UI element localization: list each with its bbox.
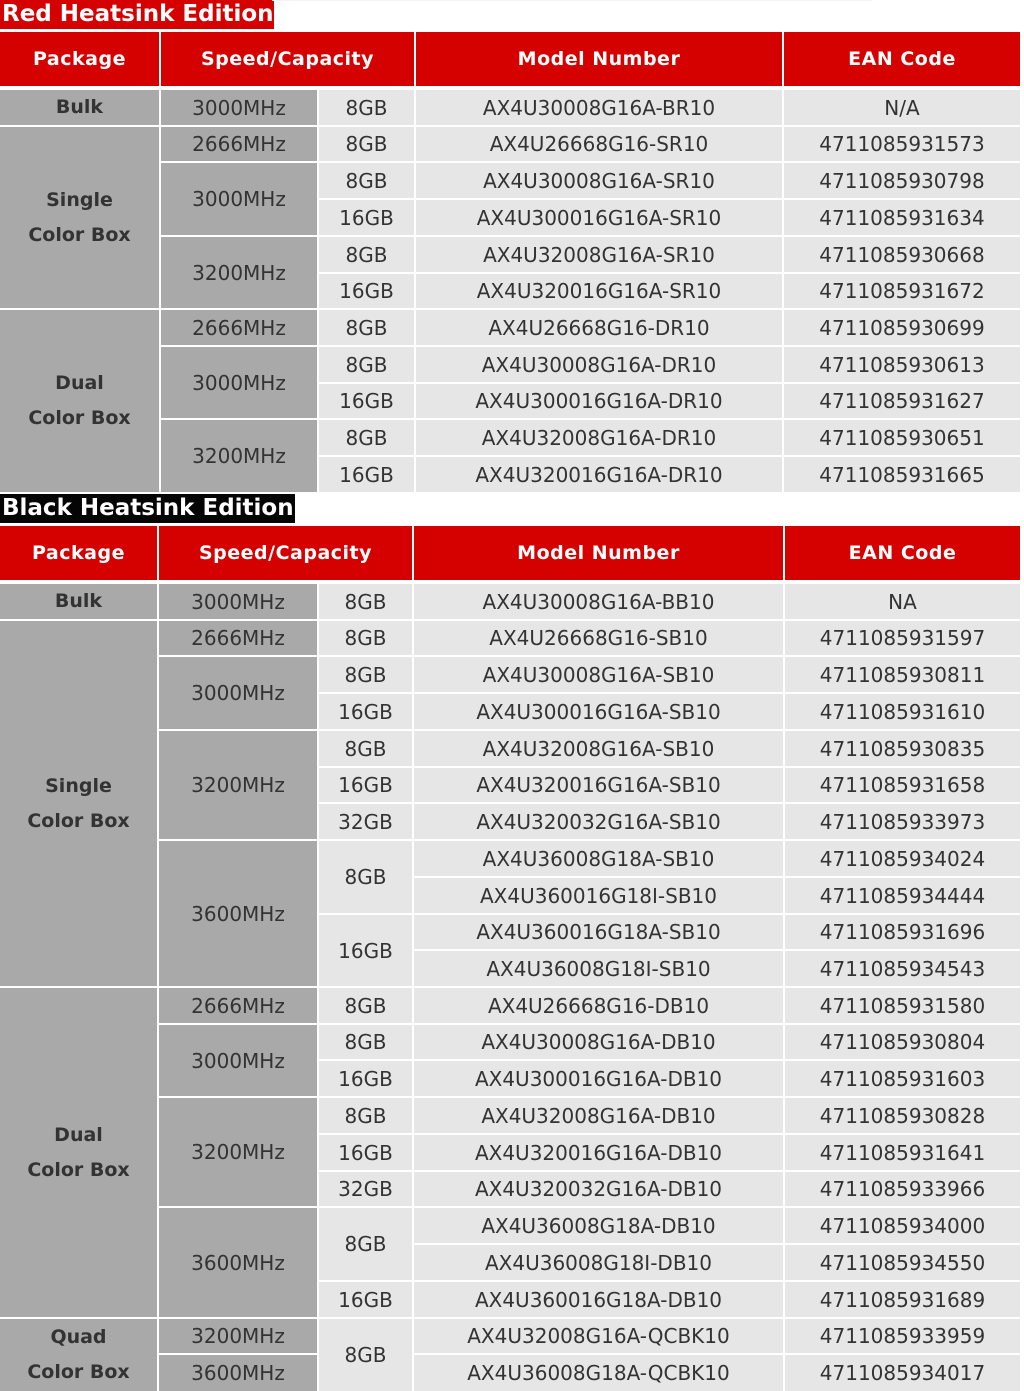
- capacity-cell: 8GB: [319, 584, 412, 619]
- ean-code-cell: 4711085930798: [784, 163, 1020, 198]
- capacity-cell: 16GB: [319, 1135, 412, 1170]
- model-number-cell: AX4U300016G16A-SB10: [414, 694, 783, 729]
- capacity-cell: 8GB: [319, 841, 412, 913]
- header-model-number: Model Number: [414, 526, 783, 580]
- capacity-cell: 16GB: [319, 915, 412, 986]
- model-number-cell: AX4U30008G16A-SR10: [416, 163, 782, 198]
- model-number-cell: AX4U320016G16A-SR10: [416, 274, 782, 308]
- speed-cell: 2666MHz: [159, 988, 317, 1023]
- speed-cell: 2666MHz: [161, 127, 317, 161]
- package-label-line2: Color Box: [28, 407, 131, 429]
- capacity-cell: 8GB: [319, 988, 412, 1023]
- package-label-line1: Single: [45, 774, 112, 797]
- ean-code-cell: 4711085931696: [785, 915, 1020, 949]
- model-number-cell: AX4U32008G16A-DB10: [414, 1098, 783, 1133]
- ean-code-cell: 4711085930668: [784, 237, 1020, 272]
- capacity-cell: 16GB: [319, 768, 412, 802]
- speed-cell: 3200MHz: [161, 237, 317, 308]
- ean-code-cell: 4711085931603: [785, 1061, 1020, 1096]
- model-number-cell: AX4U36008G18A-DB10: [414, 1208, 783, 1243]
- ean-code-cell: 4711085931658: [785, 768, 1020, 802]
- package-cell: [0, 621, 157, 986]
- capacity-cell: 8GB: [319, 731, 412, 766]
- black-heatsink-title: Black Heatsink Edition: [2, 495, 294, 521]
- model-number-cell: AX4U30008G16A-DB10: [414, 1025, 783, 1059]
- package-cell: [0, 1319, 157, 1391]
- package-label-line2: Color Box: [27, 1158, 130, 1181]
- model-number-cell: AX4U320016G16A-DR10: [416, 457, 782, 492]
- header-speed-capacity: Speed/Capacity: [161, 32, 414, 86]
- model-number-cell: AX4U36008G18I-SB10: [414, 951, 783, 986]
- model-number-cell: AX4U32008G16A-SB10: [414, 731, 783, 766]
- capacity-cell: 32GB: [319, 804, 412, 839]
- ean-code-cell: 4711085930804: [785, 1025, 1020, 1059]
- ean-code-cell: 4711085931641: [785, 1135, 1020, 1170]
- ean-code-cell: 4711085931610: [785, 694, 1020, 729]
- ean-code-cell: 4711085930835: [785, 731, 1020, 766]
- model-number-cell: AX4U300016G16A-DB10: [414, 1061, 783, 1096]
- ean-code-cell: 4711085930828: [785, 1098, 1020, 1133]
- ean-code-cell: 4711085934000: [785, 1208, 1020, 1243]
- capacity-cell: 8GB: [319, 1098, 412, 1133]
- capacity-cell: 16GB: [319, 200, 414, 235]
- model-number-cell: AX4U26668G16-DR10: [416, 310, 782, 345]
- header-speed-capacity: Speed/Capacity: [159, 526, 412, 580]
- speed-cell: 3200MHz: [159, 731, 317, 839]
- ean-code-cell: NA: [785, 584, 1020, 619]
- model-number-cell: AX4U360016G18A-SB10: [414, 915, 783, 949]
- model-number-cell: AX4U320016G16A-SB10: [414, 768, 783, 802]
- speed-cell: 3600MHz: [159, 1355, 317, 1391]
- ean-code-cell: 4711085931665: [784, 457, 1020, 492]
- ean-code-cell: 4711085930613: [784, 347, 1020, 382]
- package-cell: [0, 584, 157, 619]
- package-label-line1: Dual: [55, 372, 104, 394]
- ean-code-cell: 4711085931627: [784, 384, 1020, 418]
- ean-code-cell: 4711085934550: [785, 1245, 1020, 1280]
- capacity-cell: 8GB: [319, 657, 412, 692]
- speed-cell: 3000MHz: [159, 584, 317, 619]
- capacity-cell: 16GB: [319, 1282, 412, 1317]
- speed-cell: 3000MHz: [161, 163, 317, 235]
- ean-code-cell: 4711085930699: [784, 310, 1020, 345]
- model-number-cell: AX4U36008G18A-QCBK10: [414, 1355, 783, 1391]
- top-divider: [272, 0, 872, 1]
- header-package: Package: [0, 32, 159, 86]
- ean-code-cell: 4711085930811: [785, 657, 1020, 692]
- capacity-cell: 8GB: [319, 1208, 412, 1280]
- capacity-cell: 8GB: [319, 347, 414, 382]
- capacity-cell: 8GB: [319, 90, 414, 125]
- package-label-line1: Bulk: [54, 590, 103, 612]
- ean-code-cell: N/A: [784, 90, 1020, 125]
- model-number-cell: AX4U32008G16A-QCBK10: [414, 1319, 783, 1353]
- model-number-cell: AX4U26668G16-SB10: [414, 621, 783, 655]
- model-number-cell: AX4U30008G16A-BR10: [416, 90, 782, 125]
- package-cell: [0, 310, 159, 492]
- capacity-cell: 8GB: [319, 163, 414, 198]
- ean-code-cell: 4711085934024: [785, 841, 1020, 876]
- ean-code-cell: 4711085930651: [784, 420, 1020, 455]
- model-number-cell: AX4U36008G18A-SB10: [414, 841, 783, 876]
- capacity-cell: 8GB: [319, 310, 414, 345]
- model-number-cell: AX4U320016G16A-DB10: [414, 1135, 783, 1170]
- capacity-cell: 16GB: [319, 384, 414, 418]
- speed-cell: 2666MHz: [161, 310, 317, 345]
- ean-code-cell: 4711085933959: [785, 1319, 1020, 1353]
- package-label-line2: Color Box: [27, 1361, 130, 1383]
- package-cell: [0, 90, 159, 125]
- ean-code-cell: 4711085931580: [785, 988, 1020, 1023]
- ean-code-cell: 4711085934543: [785, 951, 1020, 986]
- model-number-cell: AX4U30008G16A-BB10: [414, 584, 783, 619]
- capacity-cell: 8GB: [319, 127, 414, 161]
- capacity-cell: 16GB: [319, 1061, 412, 1096]
- ean-code-cell: 4711085931597: [785, 621, 1020, 655]
- model-number-cell: AX4U360016G18A-DB10: [414, 1282, 783, 1317]
- model-number-cell: AX4U32008G16A-SR10: [416, 237, 782, 272]
- ean-code-cell: 4711085931689: [785, 1282, 1020, 1317]
- model-number-cell: AX4U32008G16A-DR10: [416, 420, 782, 455]
- model-number-cell: AX4U26668G16-SR10: [416, 127, 782, 161]
- package-cell: [0, 127, 159, 308]
- ean-code-cell: 4711085931672: [784, 274, 1020, 308]
- speed-cell: 3600MHz: [159, 841, 317, 986]
- capacity-cell: 32GB: [319, 1172, 412, 1206]
- capacity-cell: 16GB: [319, 274, 414, 308]
- speed-cell: 2666MHz: [159, 621, 317, 655]
- ean-code-cell: 4711085934444: [785, 878, 1020, 913]
- header-ean-code: EAN Code: [784, 32, 1020, 86]
- speed-cell: 3000MHz: [159, 657, 317, 729]
- package-label-line1: Quad: [50, 1326, 107, 1348]
- capacity-cell: 8GB: [319, 1319, 412, 1391]
- model-number-cell: AX4U300016G16A-DR10: [416, 384, 782, 418]
- capacity-cell: 8GB: [319, 237, 414, 272]
- model-number-cell: AX4U360016G18I-SB10: [414, 878, 783, 913]
- model-number-cell: AX4U26668G16-DB10: [414, 988, 783, 1023]
- speed-cell: 3000MHz: [161, 347, 317, 418]
- header-ean-code: EAN Code: [785, 526, 1020, 580]
- model-number-cell: AX4U320032G16A-SB10: [414, 804, 783, 839]
- speed-cell: 3200MHz: [159, 1098, 317, 1206]
- model-number-cell: AX4U300016G16A-SR10: [416, 200, 782, 235]
- ean-code-cell: 4711085933973: [785, 804, 1020, 839]
- capacity-cell: 8GB: [319, 420, 414, 455]
- speed-cell: 3000MHz: [161, 90, 317, 125]
- package-label-line1: Dual: [54, 1123, 103, 1146]
- capacity-cell: 8GB: [319, 621, 412, 655]
- package-label-line2: Color Box: [27, 809, 130, 832]
- package-label-line1: Single: [46, 188, 113, 211]
- capacity-cell: 16GB: [319, 694, 412, 729]
- speed-cell: 3000MHz: [159, 1025, 317, 1096]
- package-label-line2: Color Box: [28, 223, 131, 246]
- ean-code-cell: 4711085934017: [785, 1355, 1020, 1391]
- red-heatsink-title: Red Heatsink Edition: [2, 1, 274, 27]
- header-model-number: Model Number: [416, 32, 782, 86]
- model-number-cell: AX4U30008G16A-DR10: [416, 347, 782, 382]
- speed-cell: 3600MHz: [159, 1208, 317, 1317]
- speed-cell: 3200MHz: [159, 1319, 317, 1353]
- ean-code-cell: 4711085931573: [784, 127, 1020, 161]
- model-number-cell: AX4U30008G16A-SB10: [414, 657, 783, 692]
- package-cell: [0, 988, 157, 1317]
- header-package: Package: [0, 526, 157, 580]
- model-number-cell: AX4U36008G18I-DB10: [414, 1245, 783, 1280]
- ean-code-cell: 4711085933966: [785, 1172, 1020, 1206]
- capacity-cell: 8GB: [319, 1025, 412, 1059]
- capacity-cell: 16GB: [319, 457, 414, 492]
- package-label-line1: Bulk: [55, 96, 104, 118]
- speed-cell: 3200MHz: [161, 420, 317, 492]
- ean-code-cell: 4711085931634: [784, 200, 1020, 235]
- model-number-cell: AX4U320032G16A-DB10: [414, 1172, 783, 1206]
